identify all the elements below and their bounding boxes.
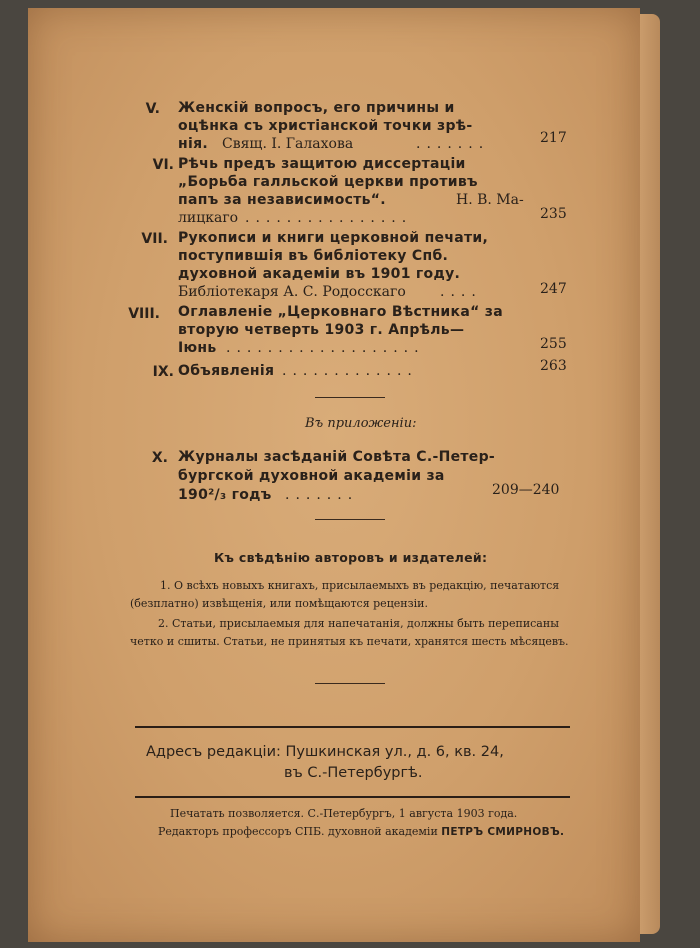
toc-title-line: Журналы засѣданій Совѣта С.-Петер- xyxy=(178,449,496,465)
notice-line: 2. Статьи, присылаемыя для напечатанія, должны быть переписаны xyxy=(158,617,559,630)
toc-number: VII. xyxy=(141,231,168,247)
toc-title-line: Женскій вопросъ, его причины и xyxy=(178,100,455,116)
notice-line: 1. О всѣхъ новыхъ книгахъ, присылаемыхъ въ редакцію, печатаются xyxy=(160,579,560,592)
toc-title-line: папъ за независимость“. xyxy=(178,192,386,208)
leader-dots: .... xyxy=(440,284,482,300)
divider xyxy=(315,519,385,520)
notice-line: (безплатно) извѣщенія, или помѣщаются рецензіи. xyxy=(130,597,428,610)
toc-title-line: духовной академіи въ 1901 году. xyxy=(178,266,461,282)
editor-name: ПЕТРЪ СМИРНОВЪ. xyxy=(441,826,565,838)
toc-page: 209—240 xyxy=(492,482,560,498)
toc-number: V. xyxy=(145,101,160,117)
leader-dots: ....... xyxy=(416,136,490,152)
toc-author: лицкаго xyxy=(178,210,239,226)
leader-dots: ............. xyxy=(282,363,418,379)
divider xyxy=(315,683,385,684)
toc-author: Свящ. І. Галахова xyxy=(222,136,354,152)
address-line: Адресъ редакціи: Пушкинская ул., д. 6, кв. 24, xyxy=(146,744,504,760)
toc-author: Н. В. Ма- xyxy=(456,192,524,208)
toc-title-line: поступившія въ библіотеку Спб. xyxy=(178,248,449,264)
toc-number: X. xyxy=(151,450,168,466)
toc-title-line: „Борьба галльской церкви противъ xyxy=(178,174,478,190)
address-top-rule xyxy=(135,726,570,728)
toc-number: IX. xyxy=(152,364,174,380)
address-bottom-rule xyxy=(135,796,570,798)
imprint-prefix: Редакторъ профессоръ СПБ. духовной академіи xyxy=(158,825,438,838)
toc-title-line: Объявленія xyxy=(178,363,275,379)
toc-number: VIII. xyxy=(128,306,160,322)
toc-page: 263 xyxy=(540,358,567,374)
toc-title-line: Оглавленіе „Церковнаго Вѣстника“ за xyxy=(178,304,503,320)
toc-title-line: вторую четверть 1903 г. Апрѣль— xyxy=(178,322,465,338)
toc-title-line: оцѣнка съ христіанской точки зрѣ- xyxy=(178,118,473,134)
leader-dots: ....... xyxy=(285,487,359,503)
toc-page: 255 xyxy=(540,336,567,352)
toc-page: 217 xyxy=(540,130,567,146)
notice-heading: Къ свѣдѣнію авторовъ и издателей: xyxy=(214,550,488,565)
notice-line: четко и сшиты. Статьи, не принятыя къ печати, хранятся шесть мѣсяцевъ. xyxy=(130,635,569,648)
toc-page: 247 xyxy=(540,281,567,297)
toc-title-line: нія. xyxy=(178,136,208,152)
toc-page: 235 xyxy=(540,206,567,222)
toc-number: VI. xyxy=(152,157,174,173)
toc-title-line: бургской духовной академіи за xyxy=(178,468,445,484)
divider xyxy=(315,397,385,398)
address-line: въ С.-Петербургѣ. xyxy=(284,765,423,781)
toc-title-line: Іюнь xyxy=(178,340,217,356)
imprint-line xyxy=(158,824,564,840)
toc-title-line: Рѣчь предъ защитою диссертаціи xyxy=(178,156,466,172)
imprint-line: Печатать позволяется. С.-Петербургъ, 1 августа 1903 года. xyxy=(170,807,518,820)
leader-dots: ................ xyxy=(245,210,413,226)
leader-dots: ................... xyxy=(226,340,425,356)
supplement-heading: Въ приложеніи: xyxy=(305,416,417,431)
toc-title-line: Рукописи и книги церковной печати, xyxy=(178,230,489,246)
toc-author: Библіотекаря А. С. Родосскаго xyxy=(178,284,406,300)
toc-title-line: 190²/₃ годъ xyxy=(178,487,272,503)
